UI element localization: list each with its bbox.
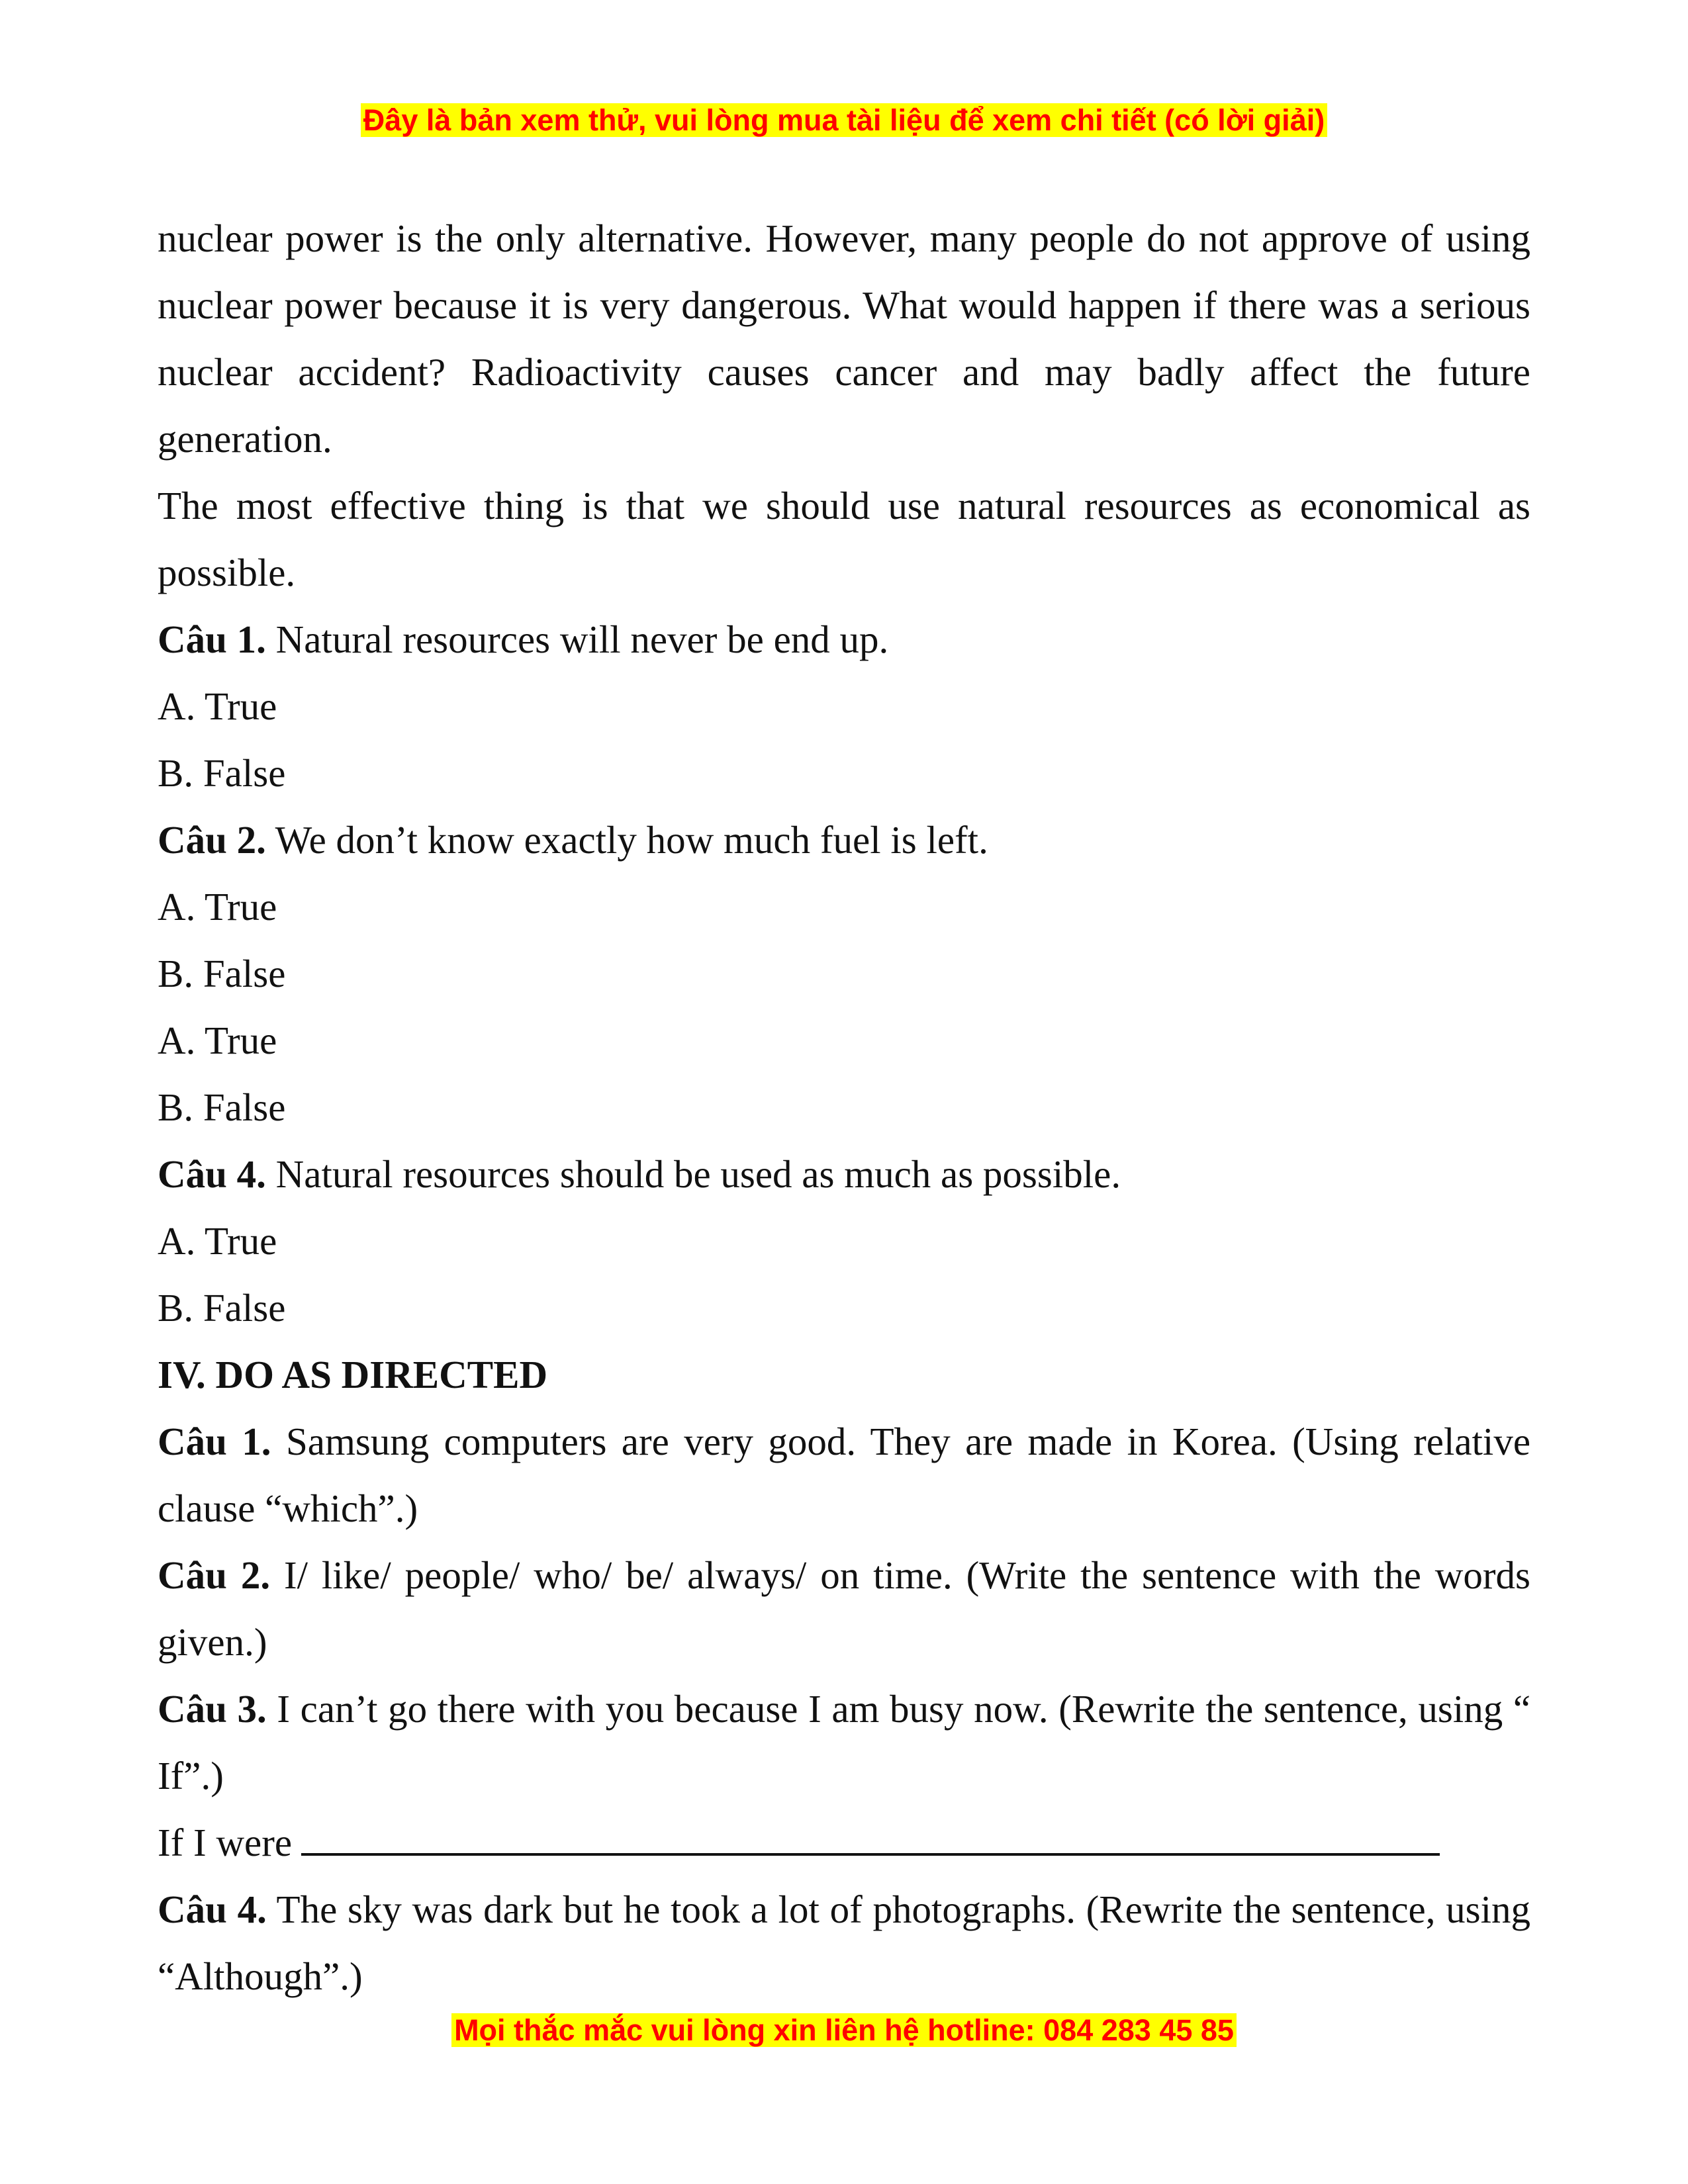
tf-question-1 xyxy=(158,606,1530,673)
question-text: Samsung computers are very good. They are made in Korea. (Using relative xyxy=(271,1420,1531,1463)
passage-line: nuclear power is the only alternative. However, many people do not approve of using xyxy=(158,216,1530,260)
option-a: A. True xyxy=(158,1219,277,1263)
tf-question-4 xyxy=(158,1141,1530,1208)
option-b: B. False xyxy=(158,1085,286,1129)
passage-line: nuclear power because it is very dangerous. What would happen if there was a serious xyxy=(158,283,1530,327)
question-continuation: given.) xyxy=(158,1620,267,1664)
answer-blank[interactable] xyxy=(301,1811,1440,1856)
hotline-banner xyxy=(0,2011,1688,2050)
question-continuation: “Although”.) xyxy=(158,1954,363,1998)
tf-question-2 xyxy=(158,807,1530,874)
question-text: The sky was dark but he took a lot of photographs. (Rewrite the sentence, using xyxy=(266,1888,1531,1931)
option-a: A. True xyxy=(158,885,277,929)
question-label: Câu 2. xyxy=(158,818,266,862)
question-label: Câu 1. xyxy=(158,617,266,661)
preview-notice-text: Đây là bản xem thử, vui lòng mua tài liệu để xem chi tiết (có lời giải) xyxy=(361,103,1327,137)
option-a: A. True xyxy=(158,684,277,728)
option-a: A. True xyxy=(158,1019,277,1062)
answer-line xyxy=(158,1809,1530,1876)
question-text: I/ like/ people/ who/ be/ always/ on time. (Write the sentence with the words xyxy=(270,1553,1531,1597)
question-label: Câu 4. xyxy=(158,1152,266,1196)
question-continuation: If”.) xyxy=(158,1754,224,1797)
question-text: Natural resources should be used as much as possible. xyxy=(265,1152,1121,1196)
question-label: Câu 2. xyxy=(158,1553,271,1597)
directed-question-3 xyxy=(158,1676,1530,1743)
option-b: B. False xyxy=(158,952,286,995)
passage-line: generation. xyxy=(158,417,332,461)
directed-question-4 xyxy=(158,1876,1530,1943)
hotline-text: Mọi thắc mắc vui lòng xin liên hệ hotline: 084 283 45 85 xyxy=(451,2013,1237,2047)
option-b: B. False xyxy=(158,751,286,795)
document-body xyxy=(158,205,1530,2010)
preview-notice-banner xyxy=(0,101,1688,140)
passage-line: The most effective thing is that we should use natural resources as economical as xyxy=(158,484,1530,527)
question-label: Câu 1. xyxy=(158,1420,271,1463)
option-b: B. False xyxy=(158,1286,286,1330)
directed-question-2 xyxy=(158,1542,1530,1609)
question-text: We don’t know exactly how much fuel is left. xyxy=(265,818,988,862)
question-label: Câu 4. xyxy=(158,1888,267,1931)
passage-line: nuclear accident? Radioactivity causes cancer and may badly affect the future xyxy=(158,350,1530,394)
question-text: Natural resources will never be end up. xyxy=(265,617,889,661)
directed-question-1 xyxy=(158,1408,1530,1475)
question-continuation: clause “which”.) xyxy=(158,1486,418,1530)
passage-line: possible. xyxy=(158,551,296,594)
question-label: Câu 3. xyxy=(158,1687,267,1731)
answer-prefix: If I were xyxy=(158,1821,293,1864)
question-text: I can’t go there with you because I am busy now. (Rewrite the sentence, using “ xyxy=(266,1687,1531,1731)
section-heading: IV. DO AS DIRECTED xyxy=(158,1353,548,1396)
